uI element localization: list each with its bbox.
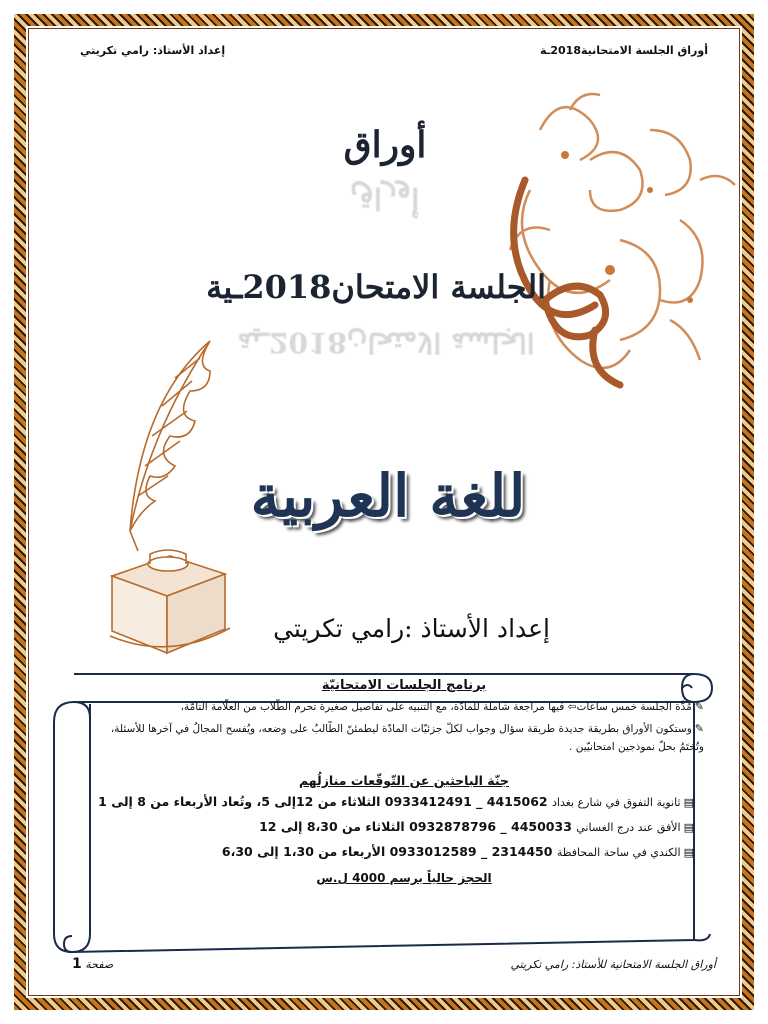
program-line-3 bbox=[104, 740, 704, 755]
pen-icon: ✎ bbox=[694, 722, 704, 735]
footer-title: أوراق الجلسة الامتحانية للأستاذ: رامي تكريتي bbox=[510, 958, 716, 971]
center-phones: 2314450 _ 0933012589 bbox=[389, 844, 553, 859]
program-line-2-text: وستكون الأوراق بطريقة جديدة طريقة سؤال وجواب لكلّ جزئيّات المادّة ليطمئنّ الطّالبُ على وضعه، ويُفسح المجالُ في آخرها للأسئلة، bbox=[110, 723, 692, 735]
program-line-1-text: مُدَّة الجلسة خمس ساعات⇦ فيها مراجعة شاملة للمادّة، مع التنبيه على تفاصيل صغيرة تحرم الطُّلاب من العلّامة التامّة، bbox=[180, 701, 692, 713]
center-row bbox=[98, 792, 704, 813]
cover-title-subject: للغة العربية bbox=[250, 462, 526, 530]
center-place: الأفق عند درج الغساني bbox=[576, 821, 681, 834]
program-scroll bbox=[44, 664, 716, 960]
document-icon: ▤ bbox=[683, 821, 694, 834]
center-place: ثانوية التفوق في شارع بغداد bbox=[552, 796, 681, 809]
page-number-label bbox=[72, 956, 113, 972]
center-schedule: الأربعاء من 1،30 إلى 6،30 bbox=[221, 844, 386, 859]
center-row bbox=[104, 842, 704, 863]
cover-author-line: إعداد الأستاذ :رامي تكريتي bbox=[273, 614, 550, 643]
pen-icon: ✎ bbox=[694, 700, 704, 713]
program-title: برنامج الجلسات الامتحانيّة bbox=[321, 678, 487, 693]
cover-title-top: أوراق bbox=[343, 124, 427, 166]
header-title: أوراق الجلسة الامتحانية2018ـة bbox=[539, 44, 708, 57]
center-schedule: الثلاثاء من 8،30 إلى 12 bbox=[259, 819, 405, 834]
cover-title-top-reflection: أوراق bbox=[350, 180, 420, 215]
document-icon: ▤ bbox=[683, 846, 694, 859]
cover-title-session-reflection: الجلسة الامتحان2018ـية bbox=[237, 326, 535, 359]
program-content bbox=[98, 674, 704, 944]
document-icon: ▤ bbox=[683, 796, 694, 809]
page-number: 1 bbox=[72, 956, 82, 972]
program-line-2 bbox=[104, 721, 704, 737]
center-row bbox=[104, 817, 704, 838]
center-place: الكندي في ساحة المحافظة bbox=[556, 846, 681, 859]
page-label: صفحة bbox=[85, 958, 114, 971]
program-line-3-text: وتُختَمُ بحلّ نموذجين امتحانيّين . bbox=[569, 741, 704, 753]
center-phones: 4450033 _ 0932878796 bbox=[409, 819, 572, 834]
center-phones: 4415062 _ 0933412491 bbox=[384, 794, 548, 809]
cover-title-session: الجلسة الامتحان2018ـية bbox=[206, 268, 546, 306]
program-line-1 bbox=[104, 699, 704, 715]
header-author: إعداد الأستاذ: رامي تكريتي bbox=[80, 44, 226, 57]
booking-price: الحجز حالياً برسم 4000 ل.س bbox=[316, 871, 492, 885]
center-schedule: الثلاثاء من 12إلى 5، وتُعاد الأربعاء من 8 إلى 1 bbox=[98, 794, 381, 809]
program-subtitle: جنّة الباحثين عن التّوقّعات منازلُهم bbox=[298, 773, 510, 788]
